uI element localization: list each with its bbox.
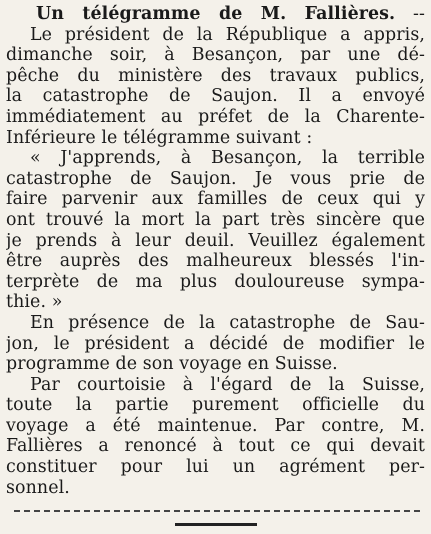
text-line: voyage a été maintenue. Par contre, M. [6,415,425,436]
quote-line: ont trouvé la mort la part très sincère que [6,209,425,230]
quote-line: terprète de ma plus douloureuse sympa- [6,271,425,292]
text-line: pêche du ministère des travaux publics, [6,65,425,86]
text-line: Inférieure le télégramme suivant : [6,127,313,148]
quote-line: faire parvenir aux familles de ceux qui y [6,189,425,210]
quote-line: je prends à leur deuil. Veuillez également [6,230,425,251]
text-line: Fallières a renoncé à tout ce qui devait [6,436,425,457]
quote-line: thie. » [6,292,63,313]
text-line: dimanche soir, à Besançon, par une dé- [6,45,425,66]
text-line: sonnel. [6,477,70,498]
article-title-line [6,4,425,25]
quote-line: être auprès des malheureux blessés l'in- [6,251,425,272]
text-line: programme de son voyage en Suisse. [6,354,338,375]
article-title: Un télégramme de M. Fallières. [36,4,396,24]
text-line: immédiatement au préfet de la Charente- [6,106,425,127]
quote-line: catastrophe de Saujon. Je vous prie de [6,168,425,189]
text-line: la catastrophe de Saujon. Il a envoyé [6,86,425,107]
text-line: En présence de la catastrophe de Sau- [30,312,425,333]
text-line: Par courtoisie à l'égard de la Suisse, [30,374,425,395]
section-divider-dashed [14,510,420,512]
article-end-rule [175,523,257,526]
text-line: Le président de la République a appris, [30,24,425,45]
title-dash: -- [395,4,425,24]
quote-line: « J'apprends, à Besançon, la terrible [30,148,425,169]
text-line: toute la partie purement officielle du [6,395,425,416]
text-line: constituer pour lui un agrément per- [6,457,425,478]
text-line: jon, le président a décidé de modifier le [6,333,425,354]
